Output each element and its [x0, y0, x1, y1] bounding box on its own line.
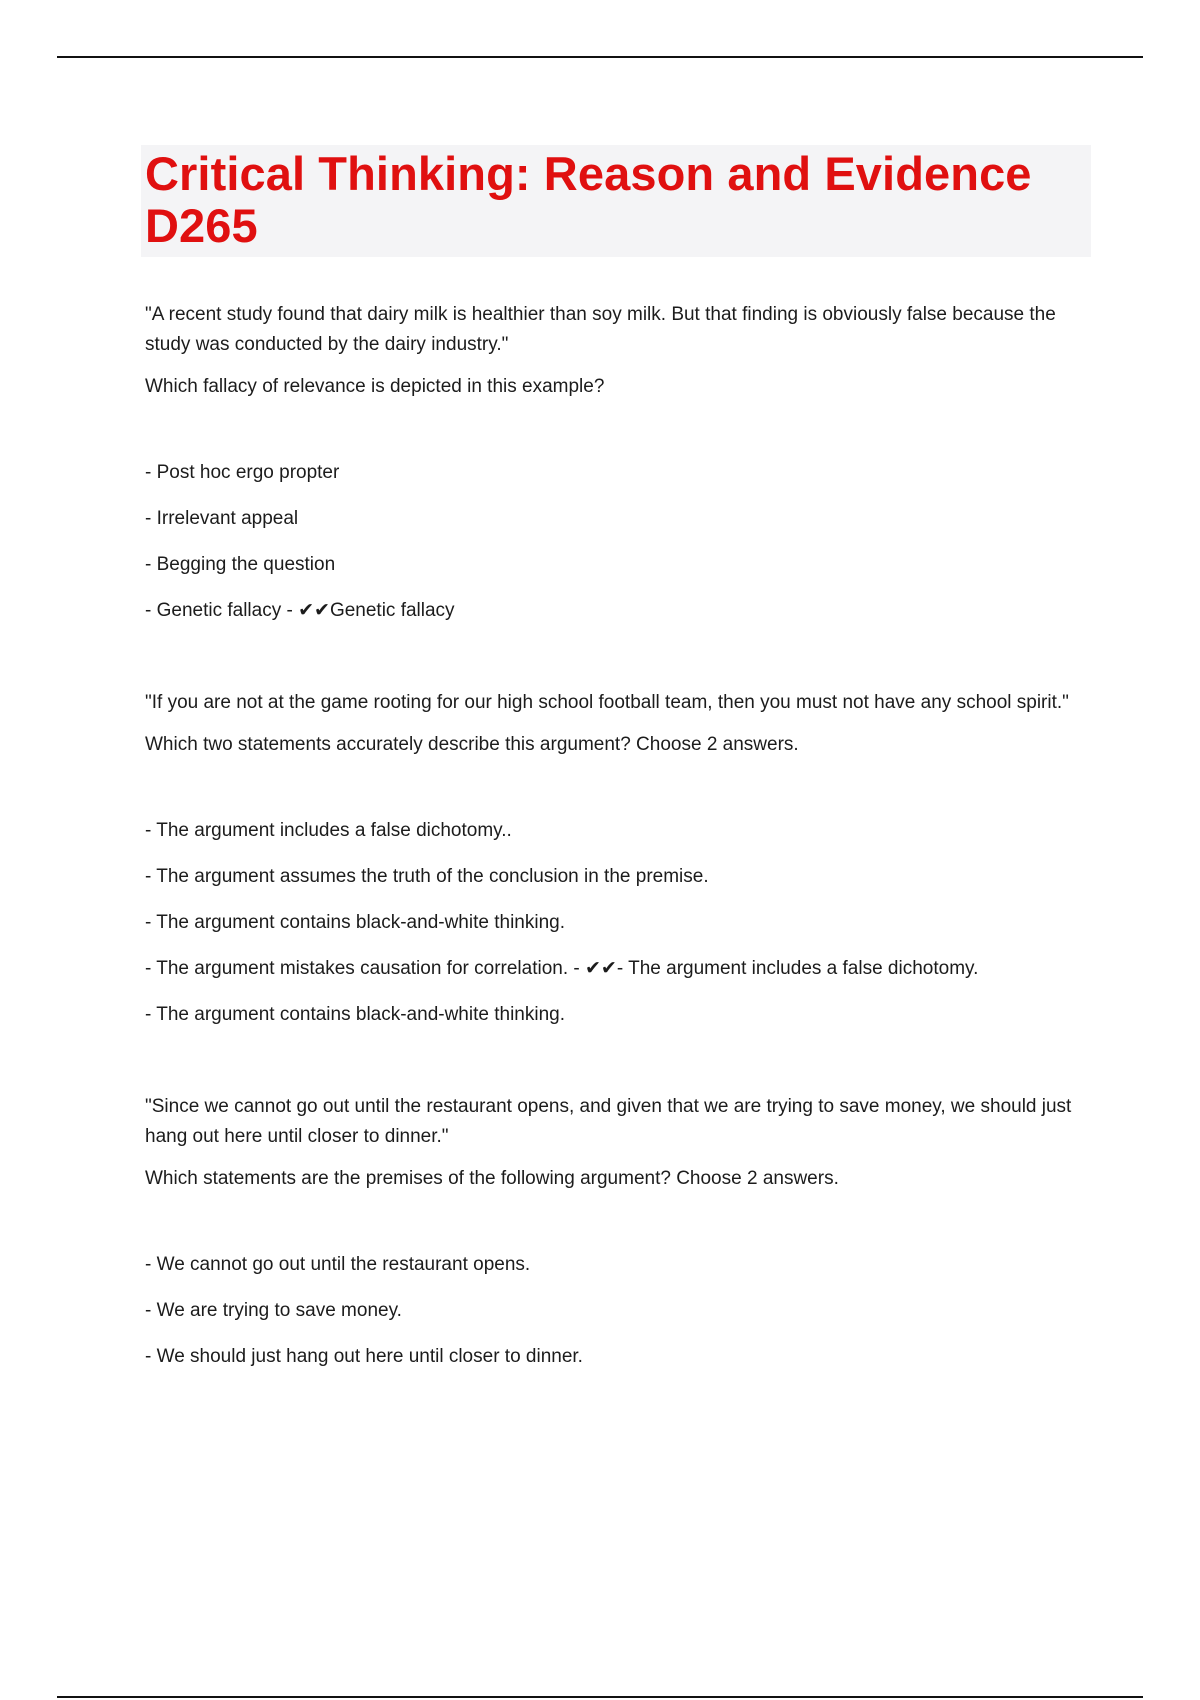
answer-option: - The argument assumes the truth of the conclusion in the premise.: [145, 866, 709, 887]
answer-option: - The argument contains black-and-white thinking.: [145, 912, 565, 933]
title-block: [141, 145, 1091, 257]
answer-option: - The argument includes a false dichotomy..: [145, 820, 512, 841]
answer-options: [145, 816, 1095, 1030]
answer-option: - We cannot go out until the restaurant opens.: [145, 1254, 531, 1275]
question-1: [145, 300, 1095, 626]
answer-options: [145, 1250, 1095, 1372]
question-3: [145, 1092, 1095, 1372]
answer-option: - We should just hang out here until closer to dinner.: [145, 1346, 583, 1367]
question-text: "A recent study found that dairy milk is healthier than soy milk. But that finding is obviously false because the study was conducted by the dairy industry.": [145, 304, 1056, 355]
question-prompt: Which two statements accurately describe this argument? Choose 2 answers.: [145, 734, 799, 755]
answer-option: - Begging the question: [145, 554, 336, 575]
question-2: [145, 688, 1095, 1030]
answer-option: - The argument contains black-and-white thinking.: [145, 1004, 565, 1025]
answer-option: - Post hoc ergo propter: [145, 462, 340, 483]
question-prompt: Which fallacy of relevance is depicted in this example?: [145, 376, 605, 397]
answer-option: - Genetic fallacy - ✔✔Genetic fallacy: [145, 600, 455, 621]
document-title: Critical Thinking: Reason and Evidence D265: [145, 147, 1032, 252]
header-rule: [57, 56, 1143, 58]
document-body: [145, 300, 1095, 1372]
answer-options: [145, 458, 1095, 626]
question-text: "If you are not at the game rooting for our high school football team, then you must not have any school spirit.": [145, 692, 1069, 713]
answer-option: - Irrelevant appeal: [145, 508, 299, 529]
answer-option: - We are trying to save money.: [145, 1300, 402, 1321]
footer-rule: [57, 1696, 1143, 1698]
question-text: "Since we cannot go out until the restaurant opens, and given that we are trying to save money, we should just hang out here until closer to dinner.": [145, 1096, 1072, 1147]
question-prompt: Which statements are the premises of the following argument? Choose 2 answers.: [145, 1168, 839, 1189]
answer-option: - The argument mistakes causation for correlation. - ✔✔- The argument includes a false dichotomy.: [145, 958, 979, 979]
